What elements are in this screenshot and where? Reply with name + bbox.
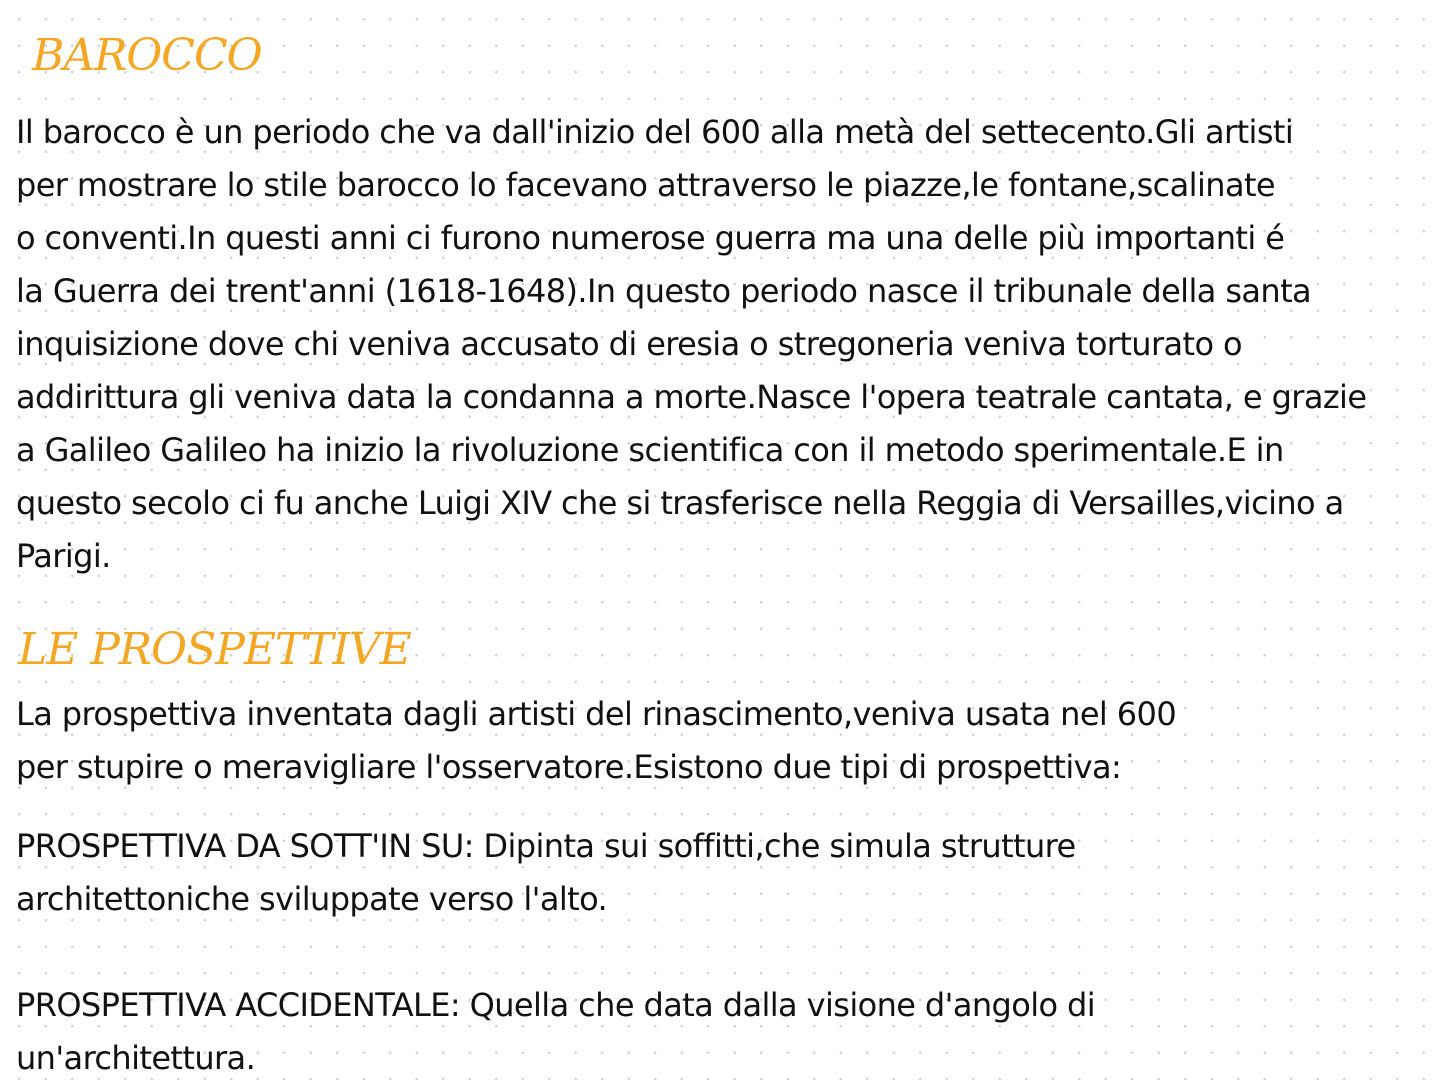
prospettiva-accidentale-line: un'architettura. bbox=[16, 1039, 256, 1077]
barocco-text-line: a Galileo Galileo ha inizio la rivoluzione scientifica con il metodo sperimentale.E in bbox=[16, 431, 1284, 469]
barocco-text-line: la Guerra dei trent'anni (1618-1648).In questo periodo nasce il tribunale della santa bbox=[16, 272, 1312, 310]
prospettiva-accidentale-line: PROSPETTIVA ACCIDENTALE: Quella che data dalla visione d'angolo di bbox=[16, 986, 1096, 1024]
barocco-text-line: Il barocco è un periodo che va dall'inizio del 600 alla metà del settecento.Gli artisti bbox=[16, 113, 1294, 151]
prospettiva-sottinsu-line: PROSPETTIVA DA SOTT'IN SU: Dipinta sui soffitti,che simula strutture bbox=[16, 827, 1076, 865]
heading-barocco: BAROCCO bbox=[32, 30, 262, 81]
barocco-text-line: per mostrare lo stile barocco lo facevano attraverso le piazze,le fontane,scalinate bbox=[16, 166, 1275, 204]
heading-le-prospettive: LE PROSPETTIVE bbox=[18, 624, 411, 675]
prospettive-text-line: La prospettiva inventata dagli artisti del rinascimento,veniva usata nel 600 bbox=[16, 695, 1177, 733]
prospettive-text-line: per stupire o meravigliare l'osservatore.Esistono due tipi di prospettiva: bbox=[16, 748, 1122, 786]
prospettiva-sottinsu-line: architettoniche sviluppate verso l'alto. bbox=[16, 880, 608, 918]
barocco-text-line: addirittura gli veniva data la condanna a morte.Nasce l'opera teatrale cantata, e grazie bbox=[16, 378, 1367, 416]
barocco-text-line: questo secolo ci fu anche Luigi XIV che si trasferisce nella Reggia di Versailles,vicino a bbox=[16, 484, 1344, 522]
barocco-text-line: inquisizione dove chi veniva accusato di eresia o stregoneria veniva torturato o bbox=[16, 325, 1243, 363]
barocco-text-line: o conventi.In questi anni ci furono numerose guerra ma una delle più importanti é bbox=[16, 219, 1285, 257]
barocco-text-line: Parigi. bbox=[16, 537, 111, 575]
